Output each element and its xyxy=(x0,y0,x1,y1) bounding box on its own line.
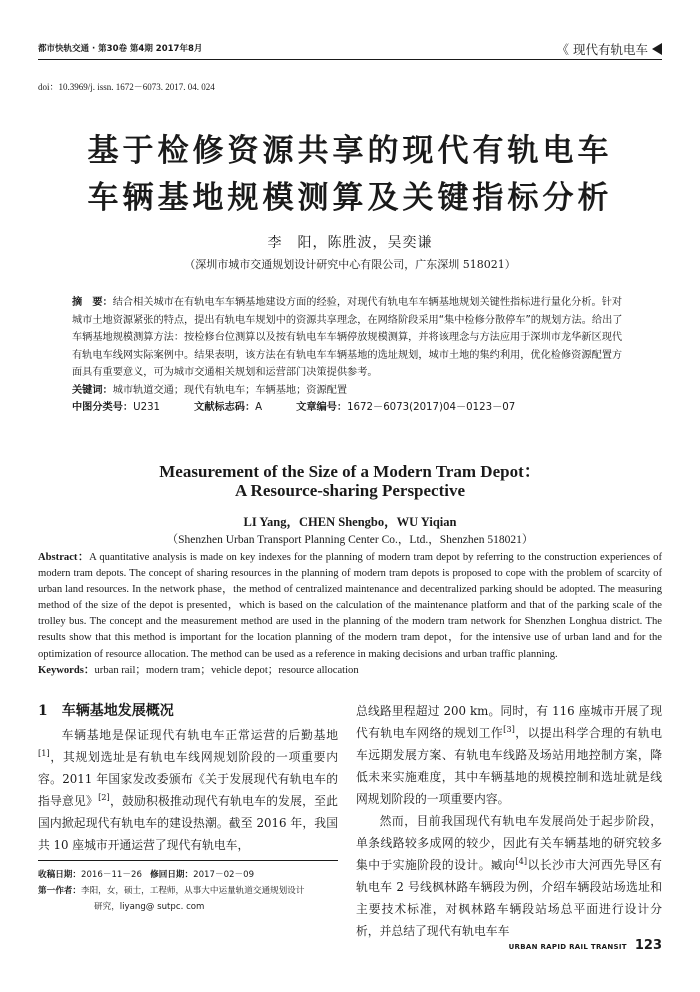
footnote xyxy=(38,860,338,915)
abstract-cn-block xyxy=(72,294,627,417)
title-cn-line1: 基于检修资源共享的现代有轨电车 xyxy=(87,133,613,169)
abstract-cn-text: 结合相关城市在有轨电车车辆基地建设方面的经验，对现代有轨电车车辆基地规划关键性指标进行量化分析。针对城市土地资源紧张的特点，提出有轨电车规划中的资源共享理念，在网络阶段采用“集中检修分散停车”的规划方法。给出了车辆基地规模测算方法：按检修台位测算以及按有轨电车车辆停放规模测算，并将该理念与方法应用于深圳市龙华新区现代有轨电车线网实际案例中。结果表明，该方法在有轨电车车辆基地的选址规划，城市土地的集约利用，优化检修资源配置方面具有重要意义，可为城市交通相关规划和运营部门决策提供参考。 xyxy=(72,297,623,378)
doc-value: A xyxy=(255,402,263,413)
para-text: 以长沙市大河西先导区有轨电车 2 号线枫林路车辆段为例，介绍车辆段站场选址和主要技术标准，对枫林路车辆段站场总平面进行设计分析，并总结了现代有轨电车车 xyxy=(356,858,662,938)
section-title: 车辆基地发展概况 xyxy=(61,703,174,719)
keywords-en-label: Keywords： xyxy=(38,664,95,676)
running-head xyxy=(38,40,662,58)
first-author-label: 第一作者： xyxy=(38,886,81,896)
keywords-cn-label: 关键词： xyxy=(72,384,113,396)
citation-ref[interactable]: [3] xyxy=(503,724,515,735)
abstract-en-block xyxy=(38,550,662,679)
para-text: ，其规划选址是有轨电车线网规划阶段的一项重要内容。2011 年国家发改委颁布《关于发展现代有轨电车的指导意见》 xyxy=(38,750,338,808)
para-text: 车辆基地是保证现代有轨电车正常运营的后勤基地 xyxy=(61,728,338,742)
abstract-cn xyxy=(72,294,627,382)
page-footer xyxy=(509,938,662,953)
journal-issue: 都市快轨交通 · 第30卷 第4期 2017年8月 xyxy=(38,44,203,54)
clc-number xyxy=(72,399,160,417)
para-text: ，以提出科学合理的有轨电车远期发展方案、有轨电车线路及场站用地控制方案，降低未来实施难度，其中车辆基地的规模控制和选址就是线网规划阶段的一项重要内容。 xyxy=(356,726,662,806)
section-label xyxy=(557,40,662,58)
revised-date: 2017－02－09 xyxy=(193,870,255,880)
authors-en: LI Yang，CHEN Shengbo，WU Yiqian xyxy=(243,515,457,529)
section-heading xyxy=(38,700,338,722)
footnote-author-cont: 研究，liyang@ sutpc. com xyxy=(94,902,205,912)
keywords-cn xyxy=(72,382,627,400)
keywords-cn-text: 城市轨道交通；现代有轨电车；车辆基地；资源配置 xyxy=(112,384,348,396)
abstract-en xyxy=(38,550,662,663)
para-text: 然而，目前我国现代有轨电车发展尚处于起步阶段，单条线路较多成网的较少，因此有关车辆基地的研究较多集中于实施阶段的设计。臧向 xyxy=(356,814,662,872)
affiliation-en: （Shenzhen Urban Transport Planning Center Co.，Ltd.，Shenzhen 518021） xyxy=(166,534,534,546)
section-label-text: 《 现代有轨电车 xyxy=(556,42,648,57)
received-date: 2016－11－26 xyxy=(80,870,142,880)
header-rule xyxy=(38,59,662,60)
affiliation-cn: （深圳市城市交通规划设计研究中心有限公司，广东深圳 518021） xyxy=(184,258,516,271)
clc-value: U231 xyxy=(133,402,161,413)
doc-label: 文献标志码： xyxy=(194,402,256,413)
section-number: 1 xyxy=(38,703,48,719)
page-number: 123 xyxy=(634,938,662,953)
citation-ref[interactable]: [4] xyxy=(515,856,528,867)
body-paragraph xyxy=(356,810,662,942)
abstract-cn-label: 摘 要： xyxy=(72,297,113,308)
title-en-line2: A Resource-sharing Perspective xyxy=(234,481,466,500)
footnote-author xyxy=(38,883,338,899)
para-text: 总线路里程超过 200 km。同时，有 116 座城市开展了现代有轨电车网络的规划工作 xyxy=(356,704,662,740)
article-number xyxy=(296,399,515,417)
abstract-en-label: Abstract： xyxy=(38,552,90,563)
doc-code xyxy=(194,399,262,417)
clc-label: 中图分类号： xyxy=(72,402,134,413)
title-cn-line2: 车辆基地规模测算及关键指标分析 xyxy=(87,180,613,216)
abstract-en-text: A quantitative analysis is made on key indexes for the planning of modern tram depot by referring to the construction experiences of modern tram depots. The concept of sharing resources in the planning of modern tram depots is proposed to cope with the problem of scarcity of urban land resources. In the network phase，the method of centralized maintenance and decentralized parking should be adopted. The measuring method of the size of the depot is presented，which is based on the calculation of the maintenance platform and that of the parking scale of the trolley bus. The concept and the measurement method are used in the planning of the modern tram network for Shenzhen Longhua district. The results show that this method is important for the location planning of the modern tram depot，for the intensive use of urban land and for the optimization of resource allocation. The method can be used as a reference in making decisions and urban traffic planning. xyxy=(38,552,662,660)
meta-cn xyxy=(72,399,627,417)
keywords-en xyxy=(38,663,662,679)
footer-journal-name: URBAN RAPID RAIL TRANSIT xyxy=(508,943,627,951)
keywords-en-text: urban rail；modern tram；vehicle depot；resource allocation xyxy=(94,664,359,676)
body-right-column xyxy=(356,700,662,942)
revised-label: 修回日期： xyxy=(150,870,194,880)
received-label: 收稿日期： xyxy=(38,870,81,880)
body-paragraph xyxy=(356,700,662,810)
article-value: 1672－6073(2017)04－0123－07 xyxy=(347,402,516,413)
para-text: ，鼓励积极推动现代有轨电车的发展，至此国内掀起现代有轨电车的建设热潮。截至 2016 年，我国共 10 座城市开通运营了现代有轨电车， xyxy=(38,794,338,852)
article-label: 文章编号： xyxy=(296,402,348,413)
citation-ref[interactable]: [1] xyxy=(38,748,50,759)
body-left-column xyxy=(38,700,338,856)
triangle-left-icon xyxy=(652,43,662,55)
first-author-info: 李阳，女，硕士，工程师，从事大中运量轨道交通规划设计 xyxy=(80,886,305,896)
authors-cn: 李 阳，陈胜波，吴奕谦 xyxy=(267,235,433,251)
footnote-dates xyxy=(38,867,338,883)
title-en-line1: Measurement of the Size of a Modern Tram Depot： xyxy=(159,462,541,481)
doi: doi：10.3969/j. issn. 1672－6073. 2017. 04. 024 xyxy=(38,82,215,92)
citation-ref[interactable]: [2] xyxy=(98,792,110,803)
body-paragraph xyxy=(38,724,338,856)
